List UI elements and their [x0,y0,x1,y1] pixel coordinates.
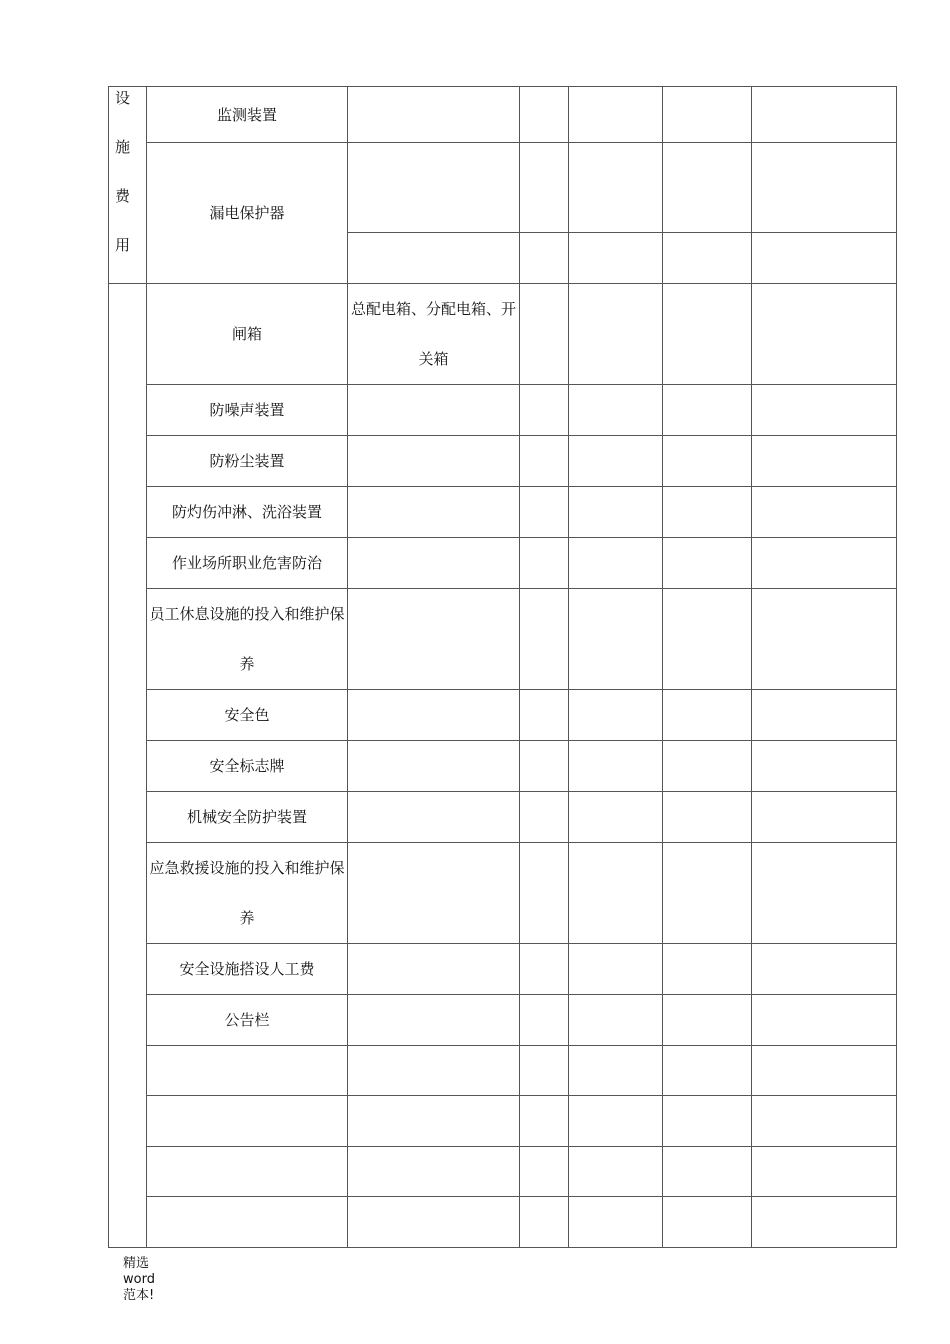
footer-line: 精选 [123,1256,150,1271]
table-row [109,792,897,843]
item-name-cell: 安全标志牌 [147,741,348,792]
value-cell[interactable] [752,792,897,843]
value-cell[interactable] [520,944,569,995]
value-cell[interactable] [752,995,897,1046]
value-cell[interactable] [520,538,569,589]
facility-cost-table [108,86,897,1248]
value-cell[interactable] [663,87,752,143]
item-name-cell: 防灼伤冲淋、洗浴装置 [147,487,348,538]
value-cell[interactable] [752,1197,897,1248]
value-cell[interactable] [663,487,752,538]
value-cell[interactable] [752,143,897,233]
spec-cell[interactable] [348,995,520,1046]
value-cell[interactable] [752,284,897,385]
table-row [109,284,897,385]
table-row [109,589,897,690]
category-label-cell [109,87,147,284]
item-name-cell: 监测装置 [147,87,348,143]
value-cell[interactable] [569,233,663,284]
table-row [109,87,897,143]
category-char: 施 [115,138,131,156]
value-cell[interactable] [663,233,752,284]
value-cell[interactable] [663,944,752,995]
item-name-cell[interactable] [147,1197,348,1248]
item-name-cell: 公告栏 [147,995,348,1046]
value-cell[interactable] [663,143,752,233]
table-row [109,995,897,1046]
value-cell[interactable] [663,1046,752,1096]
table-row [109,944,897,995]
value-cell[interactable] [520,1147,569,1197]
value-cell[interactable] [520,436,569,487]
item-name-cell: 防噪声装置 [147,385,348,436]
value-cell[interactable] [520,792,569,843]
table-row [109,690,897,741]
category-continuation-cell [109,284,147,1248]
spec-cell[interactable] [348,1046,520,1096]
category-char: 用 [115,236,131,254]
value-cell[interactable] [663,741,752,792]
item-name-cell: 安全设施搭设人工费 [147,944,348,995]
value-cell[interactable] [520,1046,569,1096]
value-cell[interactable] [663,284,752,385]
value-cell[interactable] [663,1197,752,1248]
value-cell[interactable] [569,436,663,487]
value-cell[interactable] [569,843,663,944]
value-cell[interactable] [520,87,569,143]
category-char: 设 [115,89,131,107]
value-cell[interactable] [569,995,663,1046]
value-cell[interactable] [663,995,752,1046]
value-cell[interactable] [663,843,752,944]
value-cell[interactable] [752,1096,897,1147]
value-cell[interactable] [520,143,569,233]
value-cell[interactable] [663,1147,752,1197]
value-cell[interactable] [569,1147,663,1197]
value-cell[interactable] [569,1046,663,1096]
value-cell[interactable] [569,487,663,538]
value-cell[interactable] [520,1197,569,1248]
item-name-cell: 漏电保护器 [147,143,348,284]
value-cell[interactable] [752,538,897,589]
value-cell[interactable] [569,143,663,233]
item-name-cell: 应急救援设施的投入和维护保养 [147,843,348,944]
table-row [109,1147,897,1197]
spec-cell[interactable] [348,589,520,690]
spec-cell[interactable] [348,87,520,143]
value-cell[interactable] [663,385,752,436]
item-name-cell: 机械安全防护装置 [147,792,348,843]
item-name-cell[interactable] [147,1096,348,1147]
value-cell[interactable] [752,843,897,944]
table-row [109,741,897,792]
value-cell[interactable] [569,741,663,792]
item-name-cell: 作业场所职业危害防治 [147,538,348,589]
category-char: 费 [115,187,131,205]
value-cell[interactable] [663,538,752,589]
value-cell[interactable] [520,487,569,538]
value-cell[interactable] [520,690,569,741]
footer-line: 范本! [123,1288,155,1303]
value-cell[interactable] [520,385,569,436]
spec-cell[interactable] [348,143,520,233]
footer-line: word [123,1272,155,1287]
value-cell[interactable] [520,843,569,944]
value-cell[interactable] [569,944,663,995]
item-name-cell: 安全色 [147,690,348,741]
value-cell[interactable] [520,1096,569,1147]
value-cell[interactable] [520,741,569,792]
value-cell[interactable] [569,589,663,690]
item-name-cell[interactable] [147,1147,348,1197]
spec-cell[interactable] [348,843,520,944]
item-name-cell: 防粉尘装置 [147,436,348,487]
value-cell[interactable] [752,385,897,436]
value-cell[interactable] [569,385,663,436]
value-cell[interactable] [569,1096,663,1147]
value-cell[interactable] [752,1046,897,1096]
value-cell[interactable] [752,87,897,143]
item-name-cell: 闸箱 [147,284,348,385]
footer-note [123,1256,155,1304]
value-cell[interactable] [752,487,897,538]
table-row [109,143,897,233]
value-cell[interactable] [752,436,897,487]
value-cell[interactable] [569,284,663,385]
value-cell[interactable] [663,1096,752,1147]
item-name-cell[interactable] [147,1046,348,1096]
value-cell[interactable] [752,589,897,690]
value-cell[interactable] [663,436,752,487]
spec-cell[interactable] [348,690,520,741]
table-row [109,1197,897,1248]
spec-cell[interactable] [348,436,520,487]
value-cell[interactable] [520,589,569,690]
value-cell[interactable] [752,690,897,741]
value-cell[interactable] [663,690,752,741]
spec-cell[interactable] [348,1096,520,1147]
table-row [109,436,897,487]
spec-cell[interactable] [348,741,520,792]
value-cell[interactable] [752,233,897,284]
table-row [109,1096,897,1147]
value-cell[interactable] [569,690,663,741]
item-name-cell: 员工休息设施的投入和维护保养 [147,589,348,690]
value-cell[interactable] [663,589,752,690]
value-cell[interactable] [569,87,663,143]
value-cell[interactable] [569,1197,663,1248]
value-cell[interactable] [752,1147,897,1197]
table-row [109,843,897,944]
value-cell[interactable] [520,995,569,1046]
value-cell[interactable] [520,233,569,284]
table-row [109,1046,897,1096]
value-cell[interactable] [569,538,663,589]
value-cell[interactable] [569,792,663,843]
value-cell[interactable] [663,792,752,843]
spec-cell[interactable] [348,1197,520,1248]
table-row [109,385,897,436]
spec-cell[interactable] [348,944,520,995]
spec-cell[interactable] [348,487,520,538]
table-row [109,487,897,538]
spec-cell[interactable] [348,385,520,436]
value-cell[interactable] [752,741,897,792]
spec-cell: 总配电箱、分配电箱、开关箱 [348,284,520,385]
spec-cell[interactable] [348,1147,520,1197]
spec-cell[interactable] [348,233,520,284]
value-cell[interactable] [752,944,897,995]
spec-cell[interactable] [348,792,520,843]
spec-cell[interactable] [348,538,520,589]
value-cell[interactable] [520,284,569,385]
table-row [109,538,897,589]
